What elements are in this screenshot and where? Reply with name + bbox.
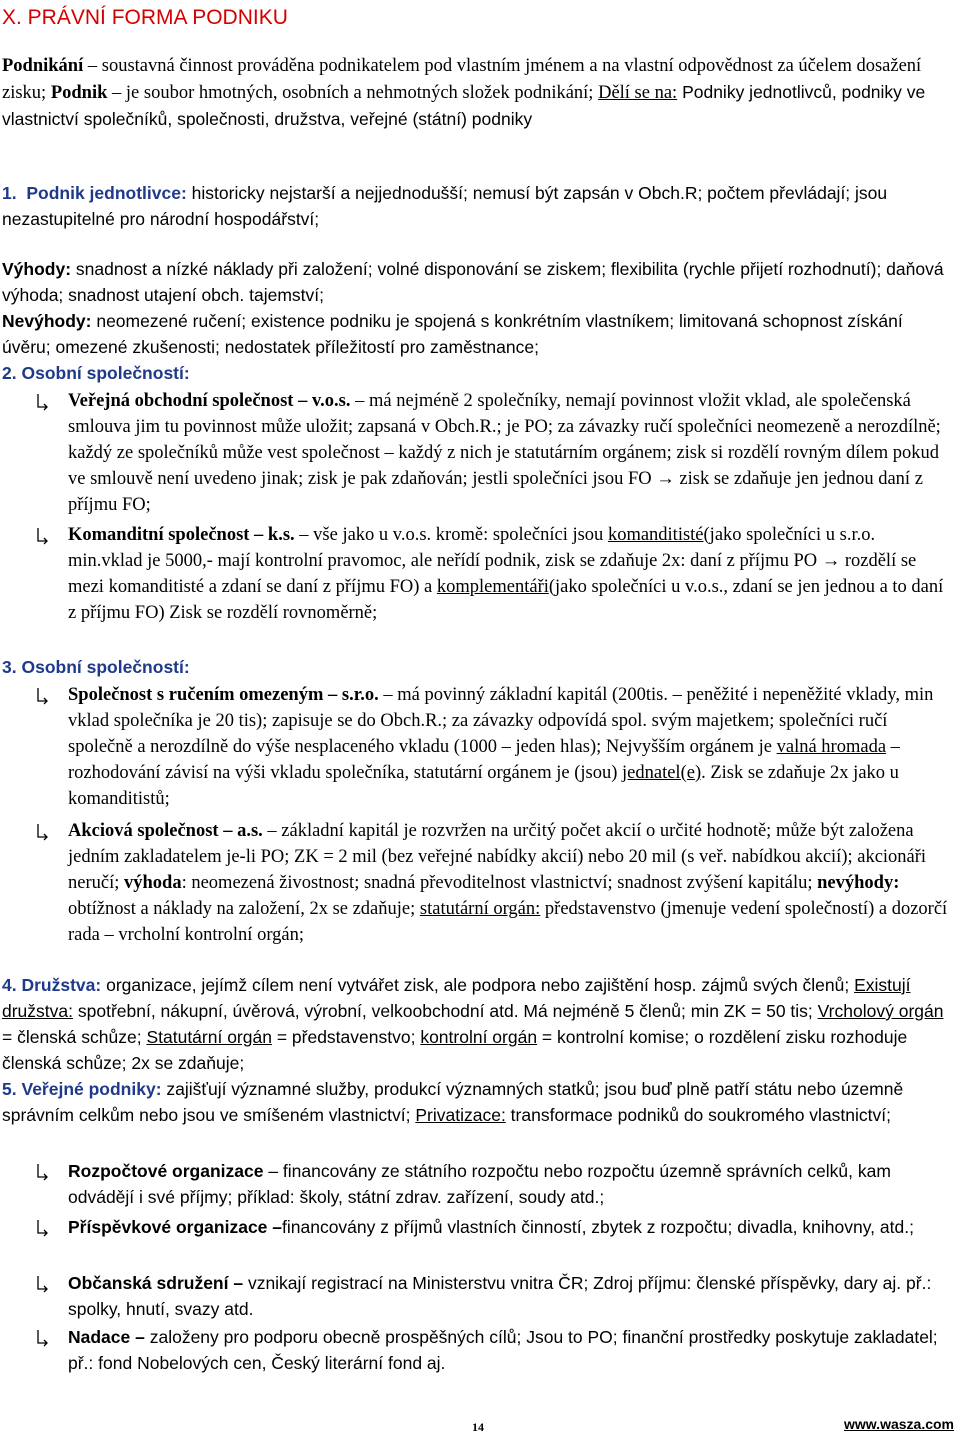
komplementari: komplementáři	[436, 577, 549, 597]
pros-label: Výhody:	[2, 259, 72, 279]
arrow-icon	[36, 1162, 50, 1182]
vos-paragraph: Veřejná obchodní společnost – v.o.s. – má nejméně 2 společníky, nemají povinnost vložit vklad, ale společenská smlouva jim tu povinnost může uložit; zapsaná v Obch.R.; je PO; za závazky ručí společníci neomezeně a nerozdílně; každý ze společníků může vest společnost – každý z nich je statutárním orgánem; zisk si rozdělí rovným dílem pokud ve smlouvě není uvedeno jinak; zisk je pak zdaňován; jestli společníci jsou FO → zisk se zdaňuje jen jednou daní z příjmu FO;	[68, 391, 941, 515]
as-title: Akciová společnost – a.s.	[68, 821, 263, 841]
term-podnikani: Podnikání	[2, 56, 84, 76]
section-3-heading: Osobní společností:	[21, 657, 190, 677]
sro-title: Společnost s ručením omezeným – s.r.o.	[68, 685, 379, 705]
section-2-number: 2.	[2, 363, 17, 383]
cons-label: Nevýhody:	[2, 311, 92, 331]
section-5-heading: Veřejné podniky:	[21, 1079, 162, 1099]
arrow-icon	[36, 392, 50, 412]
arrow-icon	[36, 526, 50, 546]
pros-cons: Výhody: snadnost a nízké náklady při založení; volné disponování se ziskem; flexibilita (rychle přijetí rozhodnutí); daňová výhoda; snadnost utajení obch. tajemství; Nevýhody: neomezené ručení; existence podniku je spojená s konkrétním vlastníkem; limitovaná schopnost získání úvěru; omezené zkušenosti; nedostatek příležitostí pro zaměstnance;	[2, 259, 944, 357]
komanditiste: komanditisté	[607, 525, 704, 545]
section-1: 1. Podnik jednotlivce: historicky nejstarší a nejjednodušší; nemusí být zapsán v Obch.R; počtem převládají; jsou nezastupitelné pro národní hospodářství;	[2, 183, 888, 229]
section-4-heading: Družstva:	[21, 975, 102, 995]
arrow-icon	[36, 822, 50, 842]
obcanska-sdruzeni: Občanská sdružení – vznikají registrací na Ministerstvu vnitra ČR; Zdroj příjmu: členské příspěvky, dary aj. př.: spolky, hnutí, svazy atd.	[68, 1273, 932, 1319]
arrow-icon	[36, 1218, 50, 1238]
jednatel: jednatel(e)	[622, 763, 702, 783]
intro-paragraph: Podnikání – soustavná činnost prováděna podnikatelem pod vlastním jménem a na vlastní odpovědnost za účelem dosažení zisku; Podnik – je soubor hmotných, osobních a nehmotných složek podnikání; Dělí se na: Podniky jednotlivců, podniky ve vlastnictví společníků, společnosti, družstva, veřejné (státní) podniky	[2, 56, 926, 129]
page-title: X. PRÁVNÍ FORMA PODNIKU	[2, 6, 288, 29]
section-1-number: 1.	[2, 183, 17, 203]
page-number: 14	[472, 1420, 484, 1434]
section-3-heading-row	[2, 654, 190, 680]
section-3-number: 3.	[2, 657, 17, 677]
section-1-heading: Podnik jednotlivce:	[26, 183, 187, 203]
section-4: 4. Družstva: organizace, jejímž cílem není vytvářet zisk, ale podpora nebo zajištění hosp. zájmů svých členů; Existují družstva: spotřební, nákupní, úvěrová, výrobní, velkoobchodní atd. Má nejméně 5 členů; min ZK = 50 tis; Vrcholový orgán = členská schůze; Statutární orgán = představenstvo; kontrolní orgán = kontrolní komise; o rozdělení zisku rozhoduje členská schůze; 2x se zdaňuje;	[2, 975, 944, 1073]
deli-se-na: Dělí se na:	[598, 83, 678, 103]
section-4-number: 4.	[2, 975, 17, 995]
privatizace: Privatizace:	[415, 1105, 506, 1125]
section-5: 5. Veřejné podniky: zajišťují významné služby, produkcí významných statků; jsou buď plně patří státu nebo územně správním celkům nebo jsou ve smíšeném vlastnictví; Privatizace: transformace podniků do soukromého vlastnictví;	[2, 1079, 904, 1125]
valna-hromada: valná hromada	[776, 737, 887, 757]
section-5-number: 5.	[2, 1079, 17, 1099]
vos-title: Veřejná obchodní společnost – v.o.s.	[68, 391, 351, 411]
arrow-icon	[36, 1274, 50, 1294]
footer-link[interactable]: www.wasza.com	[844, 1416, 954, 1432]
section-2-heading: Osobní společností:	[21, 363, 190, 383]
sro-paragraph: Společnost s ručením omezeným – s.r.o. – má povinný základní kapitál (200tis. – peněžité i nepeněžité vklady, min vklad společníka je 20 tis); zapisuje se do Obch.R.; za závazky odpovídá spol. svým majetkem; společníci ručí společně a nerozdílně do výše nesplaceného vkladu (1000 – jeden hlas); Nejvyšším orgánem je valná hromada – rozhodování závisí na výši vkladu společníka, statutární orgánem je (jsou) jednatel(e). Zisk se zdaňuje 2x jako u komanditistů;	[68, 685, 934, 809]
ks-paragraph: Komanditní společnost – k.s. – vše jako u v.o.s. kromě: společníci jsou komanditisté(jako společníci u s.r.o. min.vklad je 5000,- mají kontrolní pravomoc, ale neřídí podnik, zisk se zdaňuje 2x: daní z příjmu PO → rozdělí se mezi komanditisté a zdaní se daní z příjmu FO) a komplementáři(jako společníci u v.o.s., zdaní se jen jednou a to daní z příjmu FO) Zisk se rozdělí rovnoměrně;	[68, 525, 944, 623]
prispevkove-organizace: Příspěvkové organizace –financovány z příjmů vlastních činností, zbytek z rozpočtu; divadla, knihovny, atd.;	[68, 1217, 914, 1237]
nadace: Nadace – založeny pro podporu obecně prospěšných cílů; Jsou to PO; finanční prostředky poskytuje zakladatel; př.: fond Nobelových cen, Český literární fond aj.	[68, 1327, 938, 1373]
term-podnik: Podnik	[50, 83, 108, 103]
section-2-heading-row	[2, 360, 190, 386]
ks-title: Komanditní společnost – k.s.	[68, 525, 295, 545]
statutarni-organ: statutární orgán:	[419, 899, 541, 919]
arrow-icon	[36, 1328, 50, 1348]
arrow-icon	[36, 686, 50, 706]
as-paragraph: Akciová společnost – a.s. – základní kapitál je rozvržen na určitý počet akcií o určité hodnotě; může být založena jedním zakladatelem je-li PO; ZK = 2 mil (bez veřejné nabídky akcií) nebo 20 mil (s veř. nabídkou akcií); akcionáři neručí; výhoda: neomezená živostnost; snadná převoditelnost vlastnictví; snadnost zvýšení kapitálu; nevýhody: obtížnost a náklady na založení, 2x se zdaňuje; statutární orgán: představenstvo (jmenuje vedení společností) a dozorčí rada – vrcholní kontrolní orgán;	[68, 821, 948, 945]
rozpoctove-organizace: Rozpočtové organizace – financovány ze státního rozpočtu nebo rozpočtu územně správních celků, kam odvádějí i své příjmy; příklad: školy, státní zdrav. zařízení, soudy atd.;	[68, 1161, 891, 1207]
